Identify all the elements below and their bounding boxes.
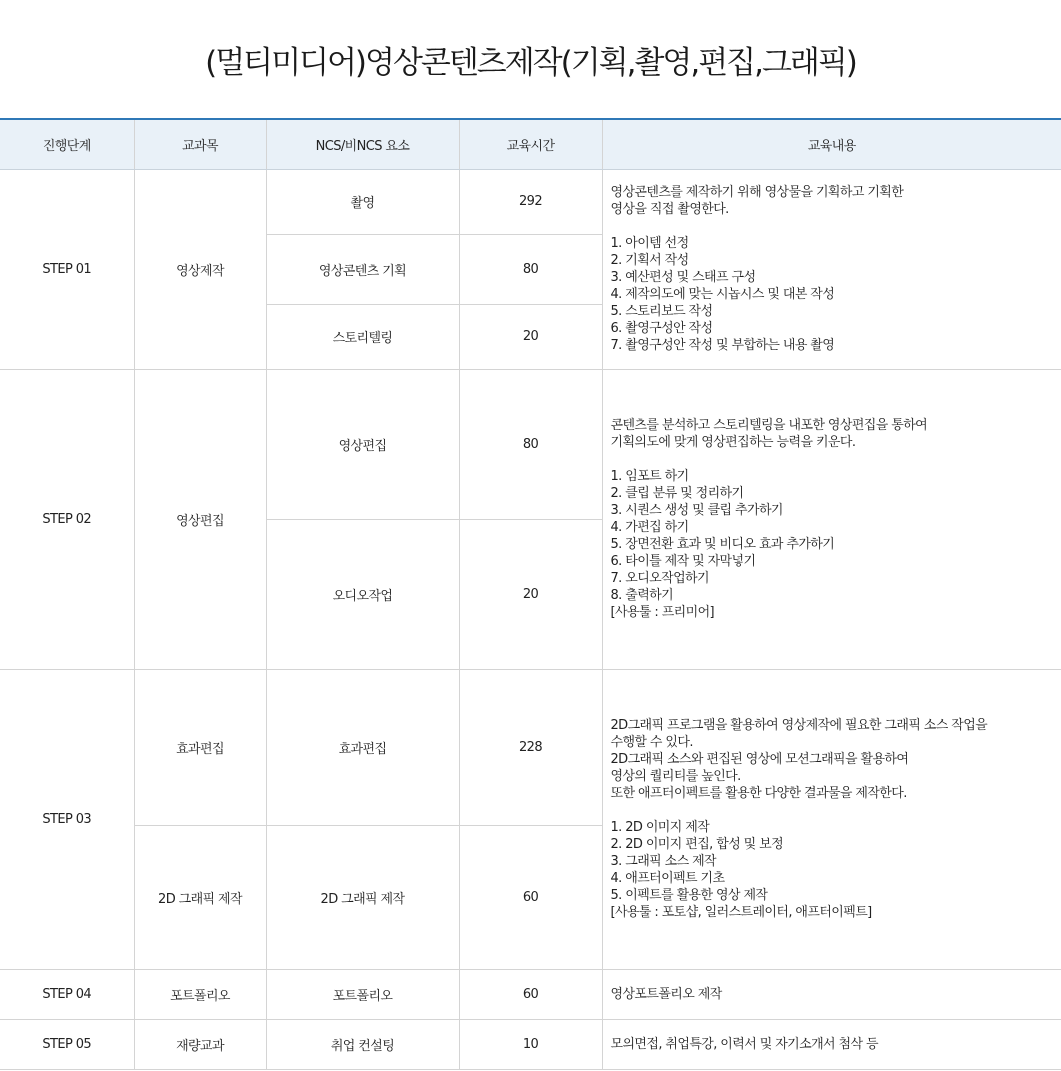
hours-cell: 80 <box>459 369 602 519</box>
table-row <box>0 369 1061 519</box>
hours-cell: 60 <box>459 825 602 969</box>
stage-cell: STEP 04 <box>0 969 134 1019</box>
header-content: 교육내용 <box>602 119 1061 169</box>
subject-cell: 포트폴리오 <box>134 969 266 1019</box>
ncs-unit-cell: 영상콘텐츠 기획 <box>266 234 459 304</box>
header-stage: 진행단계 <box>0 119 134 169</box>
content-cell: 콘텐츠를 분석하고 스토리텔링을 내포한 영상편집을 통하여 기획의도에 맞게 영상편집하는 능력을 키운다. 1. 임포트 하기 2. 클립 분류 및 정리하기 3. 시퀀스 생성 및 클립 추가하기 4. 가편집 하기 5. 장면전환 효과 및 비디오 효과 추가하기 6. 타이틀 제작 및 자막넣기 7. 오디오작업하기 8. 출력하기 [사용툴 : 프리미어] <box>602 369 1061 669</box>
table-header <box>0 119 1061 169</box>
ncs-unit-cell: 취업 컨설팅 <box>266 1019 459 1069</box>
header-subject: 교과목 <box>134 119 266 169</box>
ncs-unit-cell: 영상편집 <box>266 369 459 519</box>
hours-cell: 10 <box>459 1019 602 1069</box>
ncs-unit-cell: 오디오작업 <box>266 519 459 669</box>
table-row <box>0 169 1061 234</box>
table-row <box>0 969 1061 1019</box>
content-cell: 영상콘텐츠를 제작하기 위해 영상물을 기획하고 기획한 영상을 직접 촬영한다. 1. 아이템 선정 2. 기획서 작성 3. 예산편성 및 스태프 구성 4. 제작의도에 맞는 시놉시스 및 대본 작성 5. 스토리보드 작성 6. 촬영구성안 작성 7. 촬영구성안 작성 및 부합하는 내용 촬영 <box>602 169 1061 369</box>
hours-cell: 20 <box>459 519 602 669</box>
stage-cell: STEP 03 <box>0 669 134 969</box>
content-cell: 모의면접, 취업특강, 이력서 및 자기소개서 첨삭 등 <box>602 1019 1061 1069</box>
header-row <box>0 119 1061 169</box>
header-hours: 교육시간 <box>459 119 602 169</box>
stage-cell: STEP 05 <box>0 1019 134 1069</box>
table-row <box>0 1019 1061 1069</box>
ncs-unit-cell: 스토리텔링 <box>266 304 459 369</box>
subject-cell: 효과편집 <box>134 669 266 825</box>
hours-cell: 60 <box>459 969 602 1019</box>
stage-cell: STEP 01 <box>0 169 134 369</box>
header-ncs: NCS/비NCS 요소 <box>266 119 459 169</box>
page-title: (멀티미디어)영상콘텐츠제작(기획,촬영,편집,그래픽) <box>205 44 856 81</box>
hours-cell: 80 <box>459 234 602 304</box>
ncs-unit-cell: 포트폴리오 <box>266 969 459 1019</box>
ncs-unit-cell: 효과편집 <box>266 669 459 825</box>
table-row <box>0 669 1061 825</box>
hours-cell: 292 <box>459 169 602 234</box>
curriculum-table <box>0 118 1061 1070</box>
subject-cell: 영상제작 <box>134 169 266 369</box>
ncs-unit-cell: 2D 그래픽 제작 <box>266 825 459 969</box>
subject-cell: 재량교과 <box>134 1019 266 1069</box>
ncs-unit-cell: 촬영 <box>266 169 459 234</box>
stage-cell: STEP 02 <box>0 369 134 669</box>
hours-cell: 20 <box>459 304 602 369</box>
subject-cell: 영상편집 <box>134 369 266 669</box>
hours-cell: 228 <box>459 669 602 825</box>
table-body <box>0 169 1061 1069</box>
content-cell: 영상포트폴리오 제작 <box>602 969 1061 1019</box>
content-cell: 2D그래픽 프로그램을 활용하여 영상제작에 필요한 그래픽 소스 작업을 수행할 수 있다. 2D그래픽 소스와 편집된 영상에 모션그래픽을 활용하여 영상의 퀄리티를 높인다. 또한 애프터이펙트를 활용한 다양한 결과물을 제작한다. 1. 2D 이미지 제작 2. 2D 이미지 편집, 합성 및 보정 3. 그래픽 소스 제작 4. 애프터이펙트 기초 5. 이펙트를 활용한 영상 제작 [사용툴 : 포토샵, 일러스트레이터, 애프터이펙트] <box>602 669 1061 969</box>
subject-cell: 2D 그래픽 제작 <box>134 825 266 969</box>
